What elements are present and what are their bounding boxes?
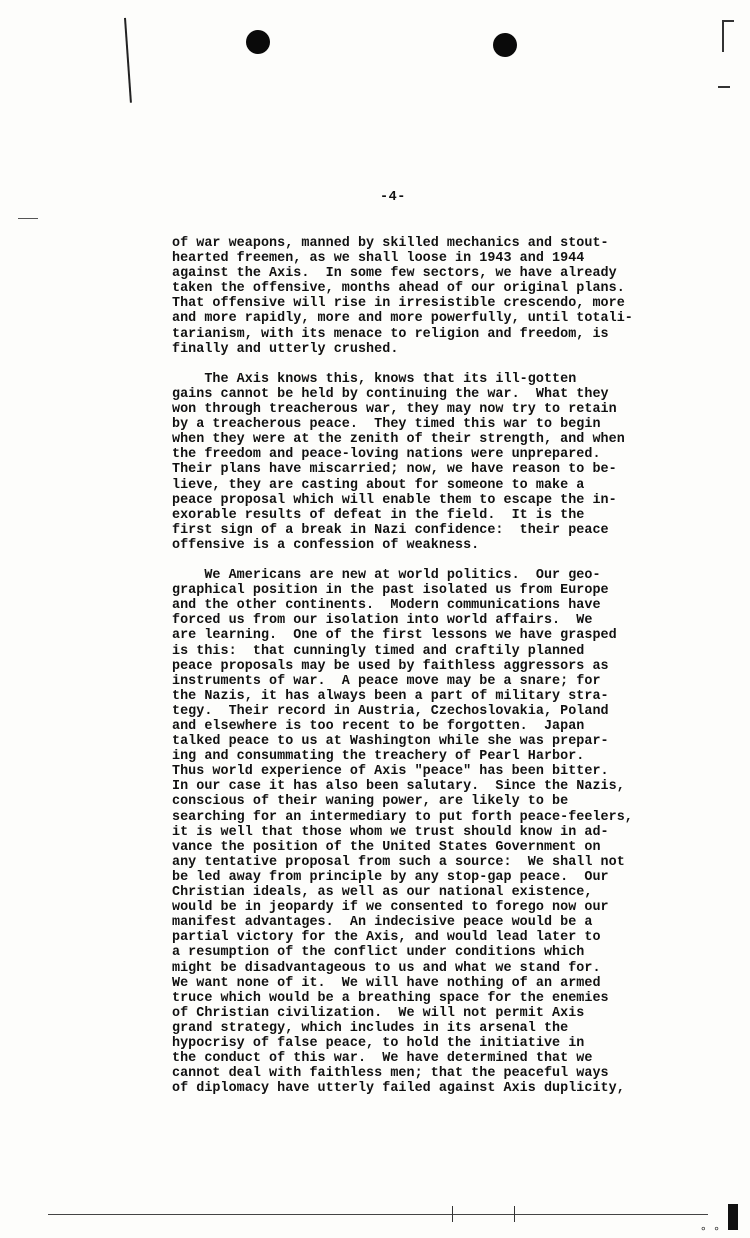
text-line: of diplomacy have utterly failed against Axis duplicity, bbox=[172, 1081, 625, 1097]
text-line: tarianism, with its menace to religion and freedom, is bbox=[172, 326, 609, 342]
text-line: That offensive will rise in irresistible crescendo, more bbox=[172, 296, 625, 312]
paragraph bbox=[172, 236, 692, 357]
text-line: the Nazis, it has always been a part of military stra- bbox=[172, 688, 609, 704]
bottom-rule bbox=[48, 1214, 708, 1215]
text-line: vance the position of the United States Government on bbox=[172, 839, 601, 855]
text-line: are learning. One of the first lessons we have grasped bbox=[172, 628, 617, 644]
text-line: any tentative proposal from such a source: We shall not bbox=[172, 854, 625, 870]
text-line: grand strategy, which includes in its arsenal the bbox=[172, 1020, 569, 1036]
text-line: forced us from our isolation into world affairs. We bbox=[172, 613, 593, 629]
text-line: of Christian civilization. We will not permit Axis bbox=[172, 1005, 585, 1021]
corner-dots: ∘ ∘ bbox=[700, 1222, 720, 1235]
text-line: and more rapidly, more and more powerfully, until totali- bbox=[172, 311, 633, 327]
text-line: Christian ideals, as well as our national existence, bbox=[172, 885, 593, 901]
text-line: cannot deal with faithless men; that the peaceful ways bbox=[172, 1066, 609, 1082]
scan-mark-left-dash bbox=[18, 218, 38, 219]
text-line: peace proposal which will enable them to escape the in- bbox=[172, 492, 617, 508]
text-line: finally and utterly crushed. bbox=[172, 341, 399, 357]
text-line: truce which would be a breathing space for the enemies bbox=[172, 990, 609, 1006]
text-line: of war weapons, manned by skilled mechanics and stout- bbox=[172, 236, 609, 251]
punch-hole-left bbox=[246, 30, 270, 54]
text-line: first sign of a break in Nazi confidence: their peace bbox=[172, 522, 609, 538]
text-line: when they were at the zenith of their strength, and when bbox=[172, 432, 625, 448]
text-line: offensive is a confession of weakness. bbox=[172, 537, 480, 553]
text-line: Their plans have miscarried; now, we have reason to be- bbox=[172, 462, 617, 478]
text-line: We Americans are new at world politics. Our geo- bbox=[172, 568, 601, 584]
bottom-tick bbox=[514, 1206, 515, 1222]
scan-mark-vertical bbox=[124, 18, 132, 103]
text-line: talked peace to us at Washington while she was prepar- bbox=[172, 734, 609, 750]
scan-mark-right-small bbox=[718, 86, 730, 88]
text-line: might be disadvantageous to us and what we stand for. bbox=[172, 960, 601, 976]
text-line: lieve, they are casting about for someone to make a bbox=[172, 477, 585, 493]
text-line: manifest advantages. An indecisive peace would be a bbox=[172, 915, 593, 931]
text-line: The Axis knows this, knows that its ill-gotten bbox=[172, 371, 577, 387]
text-line: tegy. Their record in Austria, Czechoslovakia, Poland bbox=[172, 703, 609, 719]
bottom-tick bbox=[452, 1206, 453, 1222]
text-line: taken the offensive, months ahead of our original plans. bbox=[172, 281, 625, 297]
text-line: the freedom and peace-loving nations were unprepared. bbox=[172, 447, 601, 463]
punch-hole-right bbox=[493, 33, 517, 57]
text-line: hearted freemen, as we shall loose in 1943 and 1944 bbox=[172, 251, 585, 267]
text-line: In our case it has also been salutary. Since the Nazis, bbox=[172, 779, 625, 795]
text-line: instruments of war. A peace move may be a snare; for bbox=[172, 673, 601, 689]
text-line: won through treacherous war, they may now try to retain bbox=[172, 402, 617, 418]
text-line: Thus world experience of Axis "peace" has been bitter. bbox=[172, 764, 609, 780]
text-line: and elsewhere is too recent to be forgotten. Japan bbox=[172, 719, 585, 734]
text-line: graphical position in the past isolated us from Europe bbox=[172, 583, 609, 599]
paragraph bbox=[172, 372, 692, 553]
text-line: partial victory for the Axis, and would lead later to bbox=[172, 930, 601, 946]
text-line: exorable results of defeat in the field. It is the bbox=[172, 507, 585, 523]
document-body bbox=[172, 236, 692, 1096]
text-line: ing and consummating the treachery of Pearl Harbor. bbox=[172, 749, 585, 765]
text-line: be led away from principle by any stop-gap peace. Our bbox=[172, 869, 609, 885]
text-line: conscious of their waning power, are likely to be bbox=[172, 794, 569, 810]
text-line: the conduct of this war. We have determined that we bbox=[172, 1051, 593, 1067]
text-line: a resumption of the conflict under conditions which bbox=[172, 945, 585, 961]
text-line: is this: that cunningly timed and craftily planned bbox=[172, 643, 585, 659]
paragraph-gap bbox=[172, 357, 692, 372]
text-line: against the Axis. In some few sectors, we have already bbox=[172, 266, 617, 282]
text-line: peace proposals may be used by faithless aggressors as bbox=[172, 658, 609, 674]
text-line: and the other continents. Modern communications have bbox=[172, 598, 601, 614]
page-number: -4- bbox=[380, 190, 406, 205]
text-line: searching for an intermediary to put forth peace-feelers, bbox=[172, 809, 633, 825]
text-line: gains cannot be held by continuing the war. What they bbox=[172, 386, 609, 402]
text-line: We want none of it. We will have nothing of an armed bbox=[172, 975, 601, 991]
text-line: it is well that those whom we trust should know in ad- bbox=[172, 824, 609, 840]
text-line: by a treacherous peace. They timed this war to begin bbox=[172, 417, 601, 433]
paragraph-gap bbox=[172, 553, 692, 568]
paragraph bbox=[172, 568, 692, 1096]
scan-mark-right-bracket bbox=[722, 20, 734, 52]
text-line: hypocrisy of false peace, to hold the initiative in bbox=[172, 1035, 585, 1051]
text-line: would be in jeopardy if we consented to forego now our bbox=[172, 900, 609, 916]
corner-smudge bbox=[728, 1204, 738, 1230]
